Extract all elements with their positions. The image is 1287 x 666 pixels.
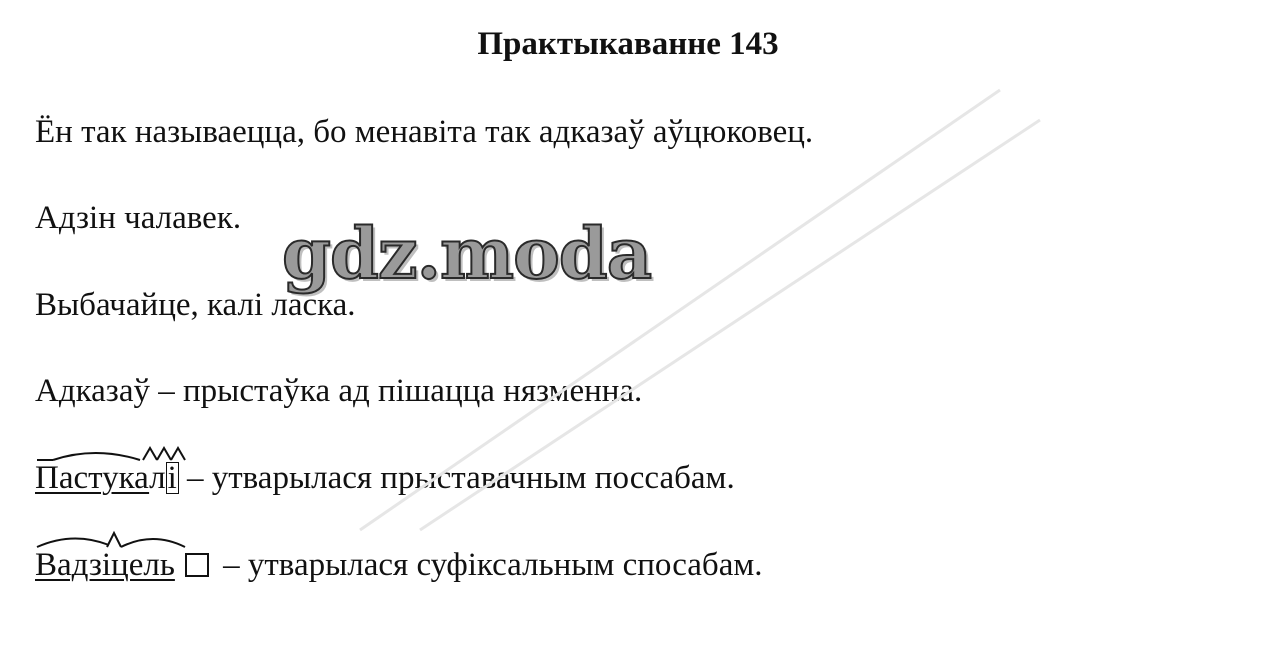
answer-line-4: Адказаў – прыстаўка ад пішацца нязменна. — [35, 373, 643, 409]
word-suffix: л — [149, 460, 166, 496]
answer-line-2: Адзін чалавек. — [35, 200, 242, 236]
null-ending-box — [185, 553, 209, 577]
word-base: Пастука — [35, 460, 150, 496]
word-ending: і — [167, 460, 177, 496]
answer-line-1: Ён так называецца, бо менавіта так адказаў аўцюковец. — [35, 114, 814, 150]
parsed-word-pastukali — [35, 456, 179, 500]
site-watermark: gdz.moda — [282, 212, 652, 295]
page-title: Практыкаванне 143 — [477, 26, 779, 62]
answer-line-3: Выбачайце, калі ласка. — [35, 287, 356, 323]
answer-line-6 — [35, 543, 762, 587]
line-5-rest: – утварылася прыставачным поссабам. — [178, 460, 735, 496]
line-6-rest: – утварылася суфіксальным спосабам. — [214, 547, 763, 583]
word-base: Вадзіцель — [35, 547, 175, 583]
parsed-word-vadzicel — [35, 543, 175, 587]
answer-line-5 — [35, 456, 735, 500]
